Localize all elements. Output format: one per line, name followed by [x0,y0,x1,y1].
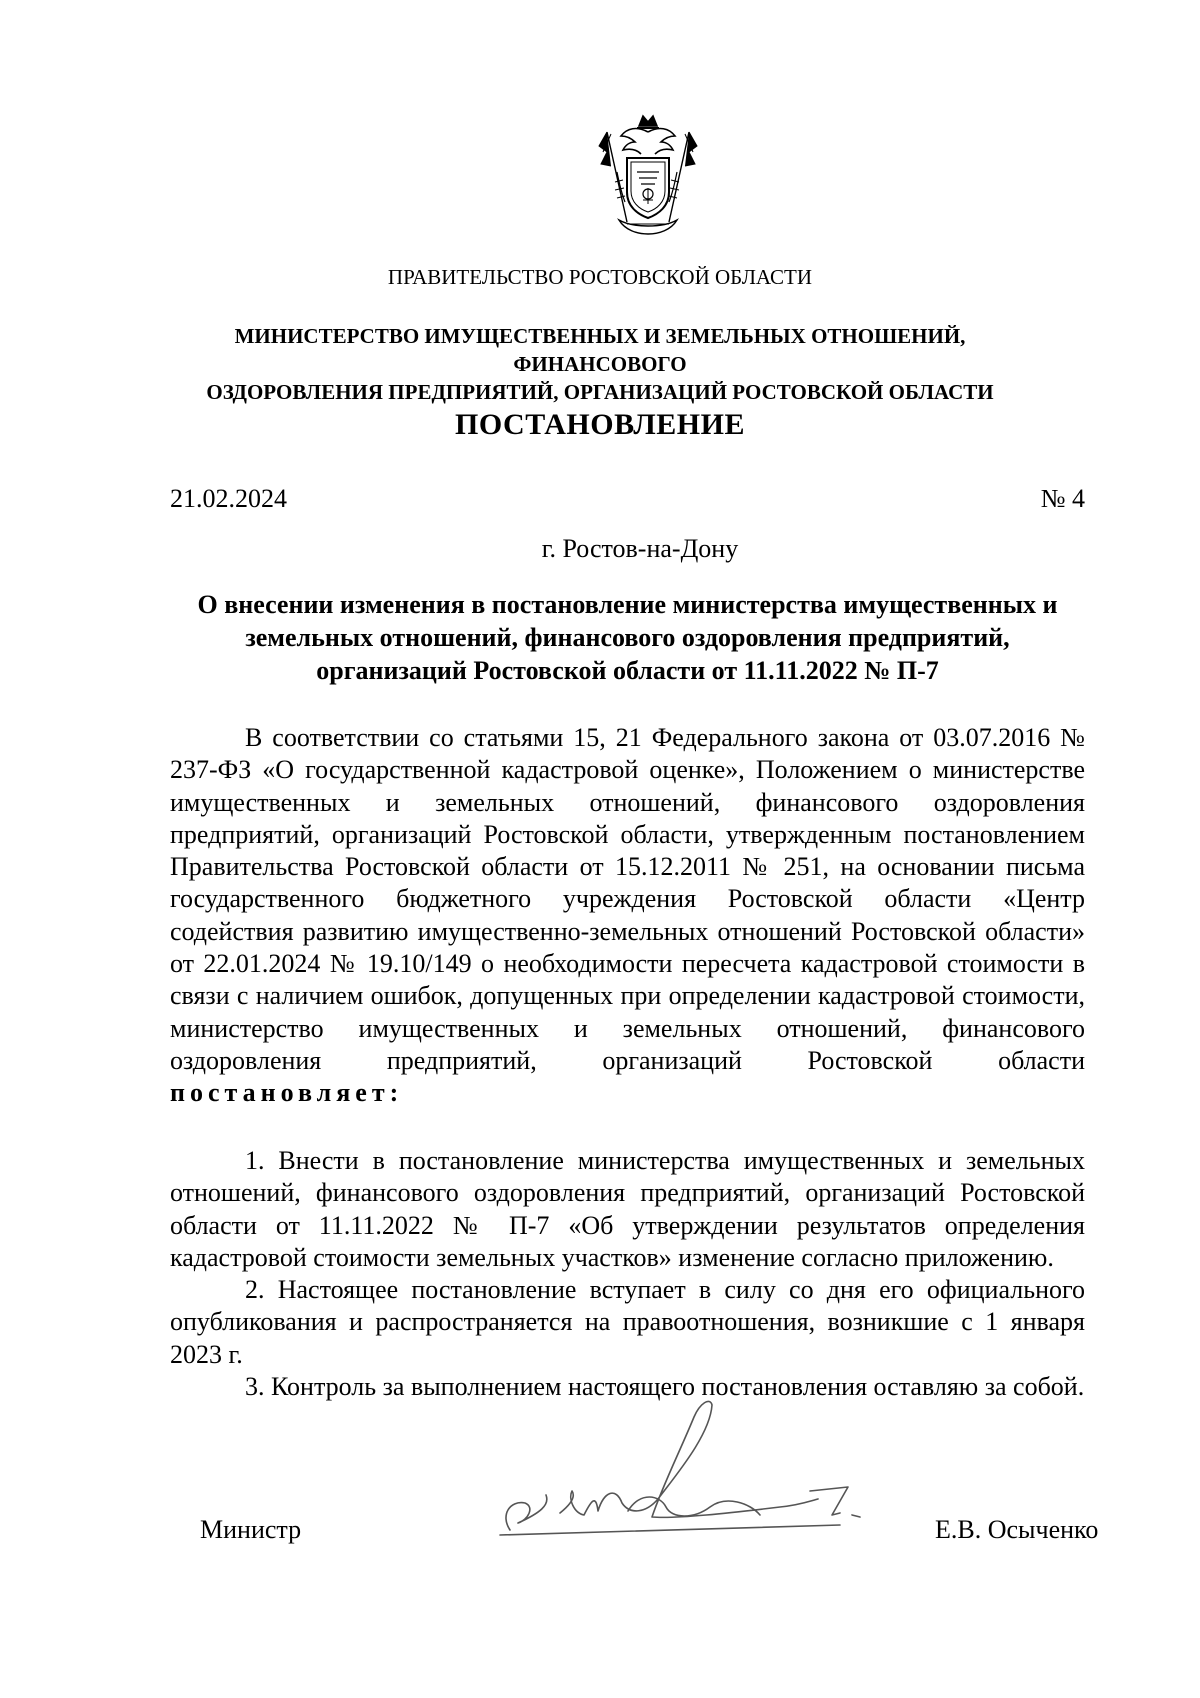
document-date: 21.02.2024 [170,484,287,513]
decree-item-1: 1. Внести в постановление министерства имущественных и земельных отношений, финансового оздоровления предприятий, организаций Ростовской области от 11.11.2022 № П-7 «Об утверждении результатов определения кадастровой стоимости земельных участков» изменение согласно приложению. [170,1146,1085,1272]
subject-line1: О внесении изменения в постановление министерства имущественных и [197,590,1058,619]
document-number: № 4 [1040,484,1085,513]
ministry-name-line1: МИНИСТЕРСТВО ИМУЩЕСТВЕННЫХ И ЗЕМЕЛЬНЫХ ОТНОШЕНИЙ, ФИНАНСОВОГО [234,324,966,376]
decree-item-3: 3. Контроль за выполнением настоящего постановления оставляю за собой. [245,1372,1085,1402]
preamble-paragraph [170,722,1085,1110]
decree-items [170,1145,1085,1403]
handwritten-signature [480,1395,930,1565]
government-name: ПРАВИТЕЛЬСТВО РОСТОВСКОЙ ОБЛАСТИ [387,265,813,289]
coat-of-arms-emblem [597,112,699,237]
document-type-heading: ПОСТАНОВЛЕНИЕ [455,408,745,441]
ministry-name [150,322,1050,406]
preamble-text: В соответствии со статьями 15, 21 Федерального закона от 03.07.2016 № 237-ФЗ «О государственной кадастровой оценке», Положением о министерстве имущественных и земельных отношений, финансового оздоровления предприятий, организаций Ростовской области, утвержденным постановлением Правительства Ростовской области от 15.12.2011 № 251, на основании письма государственного бюджетного учреждения Ростовской области «Центр содействия развитию имущественно-земельных отношений Ростовской области» от 22.01.2024 № 19.10/149 о необходимости пересчета кадастровой стоимости в связи с наличием ошибок, допущенных при определении кадастровой стоимости, министерство имущественных и земельных отношений, финансового оздоровления предприятий, организаций Ростовской области [170,723,1085,1075]
decree-item-2: 2. Настоящее постановление вступает в силу со дня его официального опубликования и распространяется на правоотношения, возникшие с 1 января 2023 г. [170,1275,1085,1369]
document-city: г. Ростов-на-Дону [541,534,739,563]
ministry-name-line2: ОЗДОРОВЛЕНИЯ ПРЕДПРИЯТИЙ, ОРГАНИЗАЦИЙ РОСТОВСКОЙ ОБЛАСТИ [206,380,994,404]
subject-line2: земельных отношений, финансового оздоровления предприятий, [245,623,1010,652]
document-subject [170,588,1085,687]
signer-name: Е.В. Осыченко [935,1515,1099,1544]
decree-word: постановляет: [170,1078,404,1108]
signer-title: Министр [200,1515,302,1544]
subject-line3: организаций Ростовской области от 11.11.2022 № П-7 [316,656,939,685]
